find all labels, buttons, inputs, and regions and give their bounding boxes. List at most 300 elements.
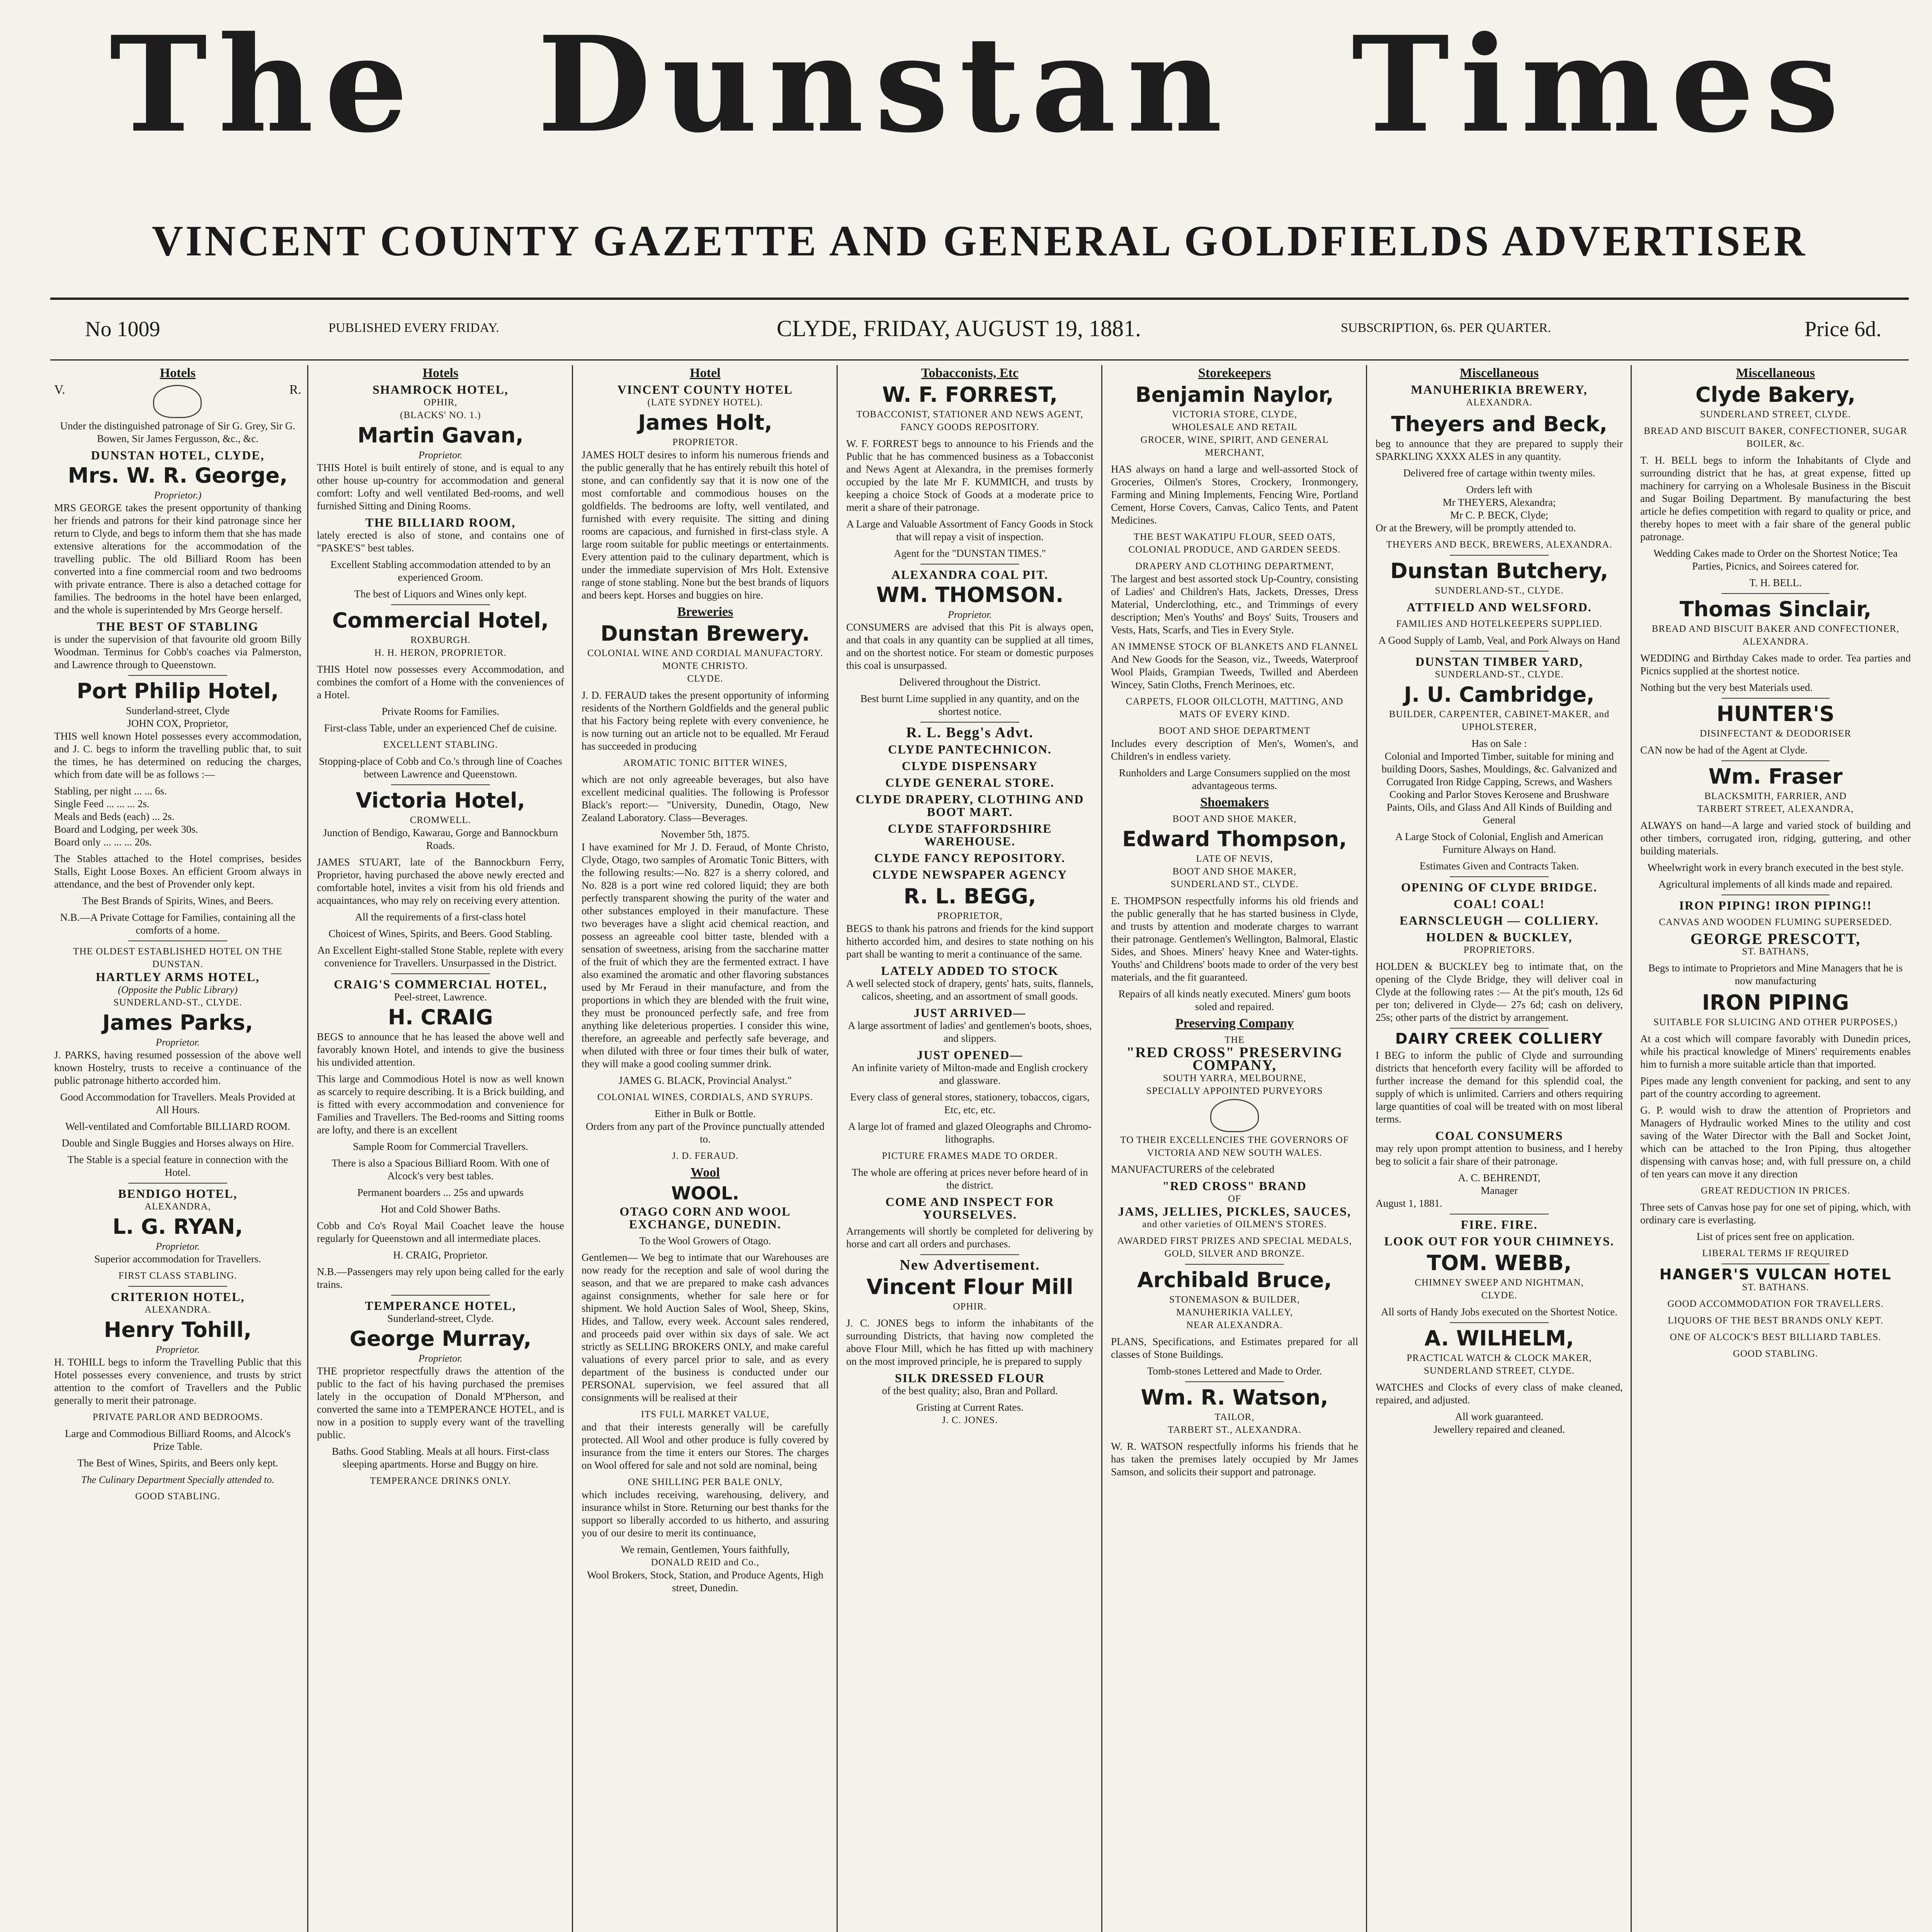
published-note: PUBLISHED EVERY FRIDAY. xyxy=(328,321,499,335)
address: MANUHERIKIA VALLEY, xyxy=(1176,1307,1293,1318)
ad-note: ONE OF ALCOCK'S BEST BILLIARD TABLES. xyxy=(1670,1332,1881,1342)
address: SUNDERLAND-ST., CLYDE. xyxy=(1435,669,1564,680)
ad-heading: FIRE. FIRE. xyxy=(1461,1218,1538,1231)
divider xyxy=(1450,1028,1549,1029)
ad-heading: DUNSTAN HOTEL, CLYDE, xyxy=(91,448,265,462)
proprietor-name: GEORGE PRESCOTT, xyxy=(1690,930,1861,947)
column-divider xyxy=(1631,365,1632,1932)
ad-note: Wheelwright work in every branch executed in the best style. xyxy=(1647,862,1904,873)
vr-right: R. xyxy=(289,383,301,397)
ad-heading: COLONIAL WINE AND CORDIAL MANUFACTORY. xyxy=(587,648,823,658)
section-header: Shoemakers xyxy=(1200,795,1269,810)
proprietor-title: PROPRIETOR. xyxy=(672,437,738,447)
ad-date: August 1, 1881. xyxy=(1376,1197,1442,1209)
ad-note: TEMPERANCE DRINKS ONLY. xyxy=(370,1476,511,1486)
store-item: CLYDE GENERAL STORE. xyxy=(885,776,1054,789)
ad-body: Pipes made any length convenient for packing, and sent to any part of the country according to agreement. xyxy=(1640,1075,1911,1099)
ad-note: Jewellery repaired and cleaned. xyxy=(1433,1423,1565,1435)
business-name: HARTLEY ARMS HOTEL, xyxy=(95,970,260,984)
ad-note: Wool Brokers, Stock, Station, and Produce Agents, High street, Dunedin. xyxy=(587,1569,824,1594)
ad-heading: DRAPERY AND CLOTHING DEPARTMENT, xyxy=(1135,561,1334,571)
ad-body: J. C. JONES begs to inform the inhabitants of the surrounding Districts, that having now completed the above Flour Mill, which he has fitted up with machinery on the most improved principle, he is prepared to supply xyxy=(846,1317,1094,1367)
ad-note: A Large Stock of Colonial, English and American Furniture Always on Hand. xyxy=(1395,831,1603,855)
proprietor-name: Henry Tohill, xyxy=(104,1318,252,1342)
ad-heading: IRON PIPING! IRON PIPING!! xyxy=(1679,898,1872,912)
ad-body: G. P. would wish to draw the attention of Proprietors and Managers of Hydraulic worked Mines to the utility and cost saving of the Water Director with the Ball and Socket Joint, which can be attached to the Iron Piping, thus altogether dispensing with canvas hose; and, with full pressure on, a child of ten years can move it any direction xyxy=(1640,1104,1911,1180)
divider xyxy=(128,675,227,676)
royal-crest-icon xyxy=(153,385,202,418)
divider xyxy=(1721,698,1830,699)
ad-signature: A. C. BEHRENDT, xyxy=(1458,1172,1541,1184)
ad-note: An Excellent Eight-stalled Stone Stable, replete with every convenience for Travellers. Unsurpassed in the District. xyxy=(317,944,564,969)
ad-heading: New Advertisement. xyxy=(900,1257,1040,1273)
begg-store-list xyxy=(846,743,1094,881)
column-1 xyxy=(54,365,301,1932)
ad-heading: OPENING OF CLYDE BRIDGE. xyxy=(1401,880,1597,894)
ad-note: Has on Sale : xyxy=(1471,738,1527,749)
ad-note: CANVAS AND WOODEN FLUMING SUPERSEDED. xyxy=(1659,917,1892,927)
proprietor-title: Proprietor. xyxy=(418,1353,463,1364)
ad-signature: DONALD REID and Co., xyxy=(651,1557,760,1568)
ad-heading: ONE SHILLING PER BALE ONLY, xyxy=(628,1477,782,1487)
proprietor-line: H. H. HERON, PROPRIETOR. xyxy=(374,648,507,658)
ad-note: GOOD STABLING. xyxy=(135,1491,221,1502)
tariff-item: Board only ... ... ... 20s. xyxy=(54,836,152,848)
ad-note: The Best Brands of Spirits, Wines, and Beers. xyxy=(82,895,274,906)
ad-note: SUITABLE FOR SLUICING AND OTHER PURPOSES,) xyxy=(1653,1017,1898,1027)
section-header: Tobacconists, Etc xyxy=(921,366,1019,380)
ad-heading: LATELY ADDED TO STOCK xyxy=(881,964,1059,978)
business-name: VINCENT COUNTY HOTEL xyxy=(617,383,793,396)
divider xyxy=(1721,593,1830,594)
ad-body: MRS GEORGE takes the present opportunity of thanking her friends and patrons for their kind patronage since her return to Clyde, and begs to inform them that she has made extensive alterations for the accommodation of the travelling public. The old Billiard Room has been converted into a fine commercial room and two bedrooms with private entrance. There is also a detached cottage for families. The bedrooms in the hotel have been enlarged, and the whole is superintended by Mrs George herself. xyxy=(54,502,301,616)
ad-body: WATCHES and Clocks of every class of make cleaned, repaired, and adjusted. xyxy=(1376,1381,1623,1406)
business-name: Dunstan Butchery, xyxy=(1390,559,1608,583)
proprietor-name: WM. THOMSON. xyxy=(876,583,1064,607)
tariff-item: Stabling, per night ... ... 6s. xyxy=(54,785,167,797)
ad-note: Estimates Given and Contracts Taken. xyxy=(1419,860,1579,872)
divider xyxy=(1185,1264,1284,1265)
divider xyxy=(128,1183,227,1184)
ad-note: All work guaranteed. xyxy=(1455,1411,1544,1422)
ad-body: A large lot of framed and glazed Oleographs and Chromo-lithographs. xyxy=(848,1121,1092,1145)
ad-body: Or at the Brewery, will be promptly attended to. xyxy=(1376,522,1576,534)
ad-note: LIQUORS OF THE BEST BRANDS ONLY KEPT. xyxy=(1668,1315,1883,1326)
address-note: LATE OF NEVIS, xyxy=(1196,854,1273,864)
trade: CHIMNEY SWEEP AND NIGHTMAN, xyxy=(1415,1277,1584,1288)
ad-note: Gristing at Current Rates. xyxy=(916,1401,1024,1413)
ad-body: I BEG to inform the public of Clyde and surrounding districts that henceforth every facility will be afforded to further increase the demand for this splendid coal, the supply of which is unlimited. Carriers and others requiring large quantities of coal will be treated with on most liberal terms. xyxy=(1376,1049,1623,1125)
column-divider xyxy=(307,365,308,1932)
trade: BOOT AND SHOE MAKER, xyxy=(1172,814,1297,824)
tariff-list xyxy=(54,785,301,849)
proprietor-name: L. G. RYAN, xyxy=(112,1214,243,1239)
ad-note: Nothing but the very best Materials used. xyxy=(1640,682,1813,693)
ad-heading: GREAT REDUCTION IN PRICES. xyxy=(1701,1185,1850,1196)
ad-body: Colonial and Imported Timber, suitable for mining and building Doors, Sashes, Mouldings, &c. Galvanized and Corrugated Iron Ridge Capping, Screws, and Washers Cooking and Parlor Stoves Kerosene and Brushware Paints, Oils, and Glass And All Kinds of Building and General xyxy=(1381,750,1617,826)
ad-heading: R. L. Begg's Advt. xyxy=(906,724,1034,741)
divider xyxy=(920,564,1019,565)
trade: BLACKSMITH, FARRIER, AND xyxy=(1704,791,1847,801)
ad-note: Hot and Cold Shower Baths. xyxy=(381,1203,500,1215)
ad-body: THE proprietor respectfully draws the attention of the public to the fact of his having purchased the premises lately in the occupation of Donald M'Pherson, and converted the same into a TEMPERANCE HOTEL, and is now in a position to supply every want of the travelling public. xyxy=(317,1365,564,1440)
ad-body: which are not only agreeable beverages, but also have excellent medicinal qualities. The following is Professor Black's report:— "University, Dunedin, Otago, New Zealand Laboratory. Class—Beverages. xyxy=(582,774,829,823)
town: OPHIR, xyxy=(423,397,457,408)
ad-note: Choicest of Wines, Spirits, and Beers. Good Stabling. xyxy=(328,928,553,939)
ad-note: EXCELLENT STABLING. xyxy=(383,740,498,750)
ad-body: which includes receiving, warehousing, delivery, and insurance whilst in Store. Returning our best thanks for the support so liberally accorded to us hitherto, and assuring you of our desire to merit its continuance, xyxy=(582,1489,829,1539)
vr-left: V. xyxy=(54,383,65,397)
ad-note: Stopping-place of Cobb and Co.'s through line of Coaches between Lawrence and Queenstown. xyxy=(319,755,562,780)
business-name: DUNSTAN TIMBER YARD, xyxy=(1415,655,1583,668)
proprietor-name: James Parks, xyxy=(102,1010,253,1035)
ad-heading: CARPETS, FLOOR OILCLOTH, MATTING, AND MATS OF EVERY KIND. xyxy=(1126,696,1344,719)
ad-heading: AROMATIC TONIC BITTER WINES, xyxy=(623,758,787,768)
ad-note: There is also a Spacious Billiard Room. With one of Alcock's very best tables. xyxy=(332,1157,549,1182)
business-name: W. F. FORREST, xyxy=(882,383,1058,407)
proprietor-title: Proprietor. xyxy=(156,1241,200,1252)
divider xyxy=(128,1286,227,1287)
ad-note: Delivered throughout the District. xyxy=(899,676,1041,688)
business-name: Victoria Hotel, xyxy=(355,788,526,813)
business-name: TEMPERANCE HOTEL, xyxy=(365,1299,516,1313)
ad-body: and that their interests generally will be carefully protected. All Wool and other produce is fully covered by insurance from the time it enters our Stores. The charges on Wool offered for sale and not sold are nominal, being xyxy=(582,1421,829,1471)
proprietor-name: H. CRAIG xyxy=(388,1005,493,1029)
ad-body: A large assortment of ladies' and gentlemen's boots, shoes, and slippers. xyxy=(848,1020,1092,1044)
ad-body: HOLDEN & BUCKLEY beg to intimate that, on the opening of the Clyde Bridge, they will deliver coal in Clyde at the following rates :— At the pit's mouth, 12s 6d per ton; delivered in Clyde— 27s 6d; cash on delivery, 25s; other parts of the district by arrangement. xyxy=(1376,961,1623,1023)
ad-body: W. R. WATSON respectfully informs his friends that he has taken the premises lately occupied by Mr James Samson, and solicits their support and patronage. xyxy=(1111,1440,1358,1478)
divider xyxy=(920,1254,1019,1255)
proprietor-name: J. U. Cambridge, xyxy=(1404,682,1595,707)
ad-note: N.B.—Passengers may rely upon being called for the early trains. xyxy=(317,1266,564,1290)
divider xyxy=(1721,760,1830,761)
ad-body: Cobb and Co's Royal Mail Coachet leave the house regularly for Queenstown and all intermediate places. xyxy=(317,1220,564,1244)
trade: STONEMASON & BUILDER, xyxy=(1169,1294,1300,1305)
subscription-note: SUBSCRIPTION, 6s. PER QUARTER. xyxy=(1341,321,1551,335)
proprietor-name: James Holt, xyxy=(638,410,772,435)
ad-note: Superior accommodation for Travellers. xyxy=(94,1253,261,1265)
trade: BREAD AND BISCUIT BAKER AND CONFECTIONER, xyxy=(1651,624,1900,634)
ad-body: Includes every description of Men's, Women's, and Children's in endless variety. xyxy=(1111,738,1358,762)
town: ALEXANDRA. xyxy=(1466,397,1532,408)
ad-note: Permanent boarders ... 25s and upwards xyxy=(357,1187,524,1198)
ad-note: SPECIALLY APPOINTED PURVEYORS xyxy=(1146,1086,1323,1096)
column-4 xyxy=(846,365,1094,1932)
ad-body: THIS Hotel now possesses every Accommodation, and combines the comfort of a Home with the conveniences of a Hotel. xyxy=(317,663,564,701)
ad-note: Junction of Bendigo, Kawarau, Gorge and Bannockburn Roads. xyxy=(323,827,558,851)
address: Peel-street, Lawrence. xyxy=(394,991,487,1003)
ad-heading: and other varieties of OILMEN'S STORES. xyxy=(1142,1219,1327,1230)
business-name: Vincent Flour Mill xyxy=(866,1275,1073,1299)
ad-heading: THE BEST OF STABLING xyxy=(97,619,259,633)
ad-note: Best burnt Lime supplied in any quantity, and on the shortest notice. xyxy=(860,693,1080,717)
ad-note: The Best of Wines, Spirits, and Beers only kept. xyxy=(77,1457,278,1469)
trade: FANCY GOODS REPOSITORY. xyxy=(900,422,1039,432)
proprietor-name: Mrs. W. R. George, xyxy=(68,463,288,488)
ad-heading: COAL! COAL! xyxy=(1453,897,1545,911)
ad-note: Private Rooms for Families. xyxy=(381,706,500,717)
ad-note: A Large and Valuable Assortment of Fancy Goods in Stock that will repay a visit of inspection. xyxy=(846,518,1094,543)
ad-note: The Stable is a special feature in connection with the Hotel. xyxy=(67,1154,288,1178)
ad-body: JAMES STUART, late of the Bannockburn Ferry, Proprietor, having purchased the above newly erected and comfortable hotel, invites a visit from his old friends and acquaintances, who may rely on receiving every attention. xyxy=(317,856,564,906)
issue-number: No 1009 xyxy=(85,317,160,341)
patronage-note: Under the distinguished patronage of Sir G. Grey, Sir G. Bowen, Sir James Fergusson, &c., &c. xyxy=(60,420,296,444)
report-date: November 5th, 1875. xyxy=(661,828,750,840)
proprietor-name: George Murray, xyxy=(349,1327,532,1351)
ad-signature: JAMES G. BLACK, Provincial Analyst." xyxy=(618,1075,792,1086)
address: SUNDERLAND-ST., CLYDE. xyxy=(113,997,242,1008)
ad-note: Runholders and Large Consumers supplied on the most advantageous terms. xyxy=(1119,767,1350,791)
royal-arms-line xyxy=(54,383,301,420)
town: OPHIR. xyxy=(953,1301,987,1312)
trade: WHOLESALE AND RETAIL xyxy=(1172,422,1298,432)
ad-heading: COME AND INSPECT FOR YOURSELVES. xyxy=(885,1195,1054,1221)
section-header: Wool xyxy=(690,1165,720,1180)
ad-note: AWARDED FIRST PRIZES AND SPECIAL MEDALS, GOLD, SILVER AND BRONZE. xyxy=(1117,1236,1352,1259)
ad-heading: JUST ARRIVED— xyxy=(913,1006,1026,1020)
divider xyxy=(1450,876,1549,877)
tariff-item: Board and Lodging, per week 30s. xyxy=(54,823,198,835)
ad-note: Mr C. P. BECK, Clyde; xyxy=(1450,509,1549,521)
ad-body: BEGS to thank his patrons and friends for the kind support hitherto accorded him, and desires to state nothing on his part shall be wanting to merit a continuance of the same. xyxy=(846,923,1094,960)
ad-note: List of prices sent free on application. xyxy=(1696,1231,1855,1242)
ad-signature: J. C. JONES. xyxy=(942,1415,998,1425)
business-name: OTAGO CORN AND WOOL EXCHANGE, DUNEDIN. xyxy=(619,1204,791,1231)
ad-body: THIS Hotel is built entirely of stone, and is equal to any other house up-country for accommodation and general comfort: Lofty and well ventilated Bed-rooms, and well furnished Sitting and Dining Rooms. xyxy=(317,462,564,512)
ad-body: Three sets of Canvas hose pay for one set of piping, which, with ordinary care is everlasting. xyxy=(1640,1201,1911,1226)
divider xyxy=(391,1295,490,1296)
column-divider xyxy=(572,365,573,1932)
section-header: Miscellaneous xyxy=(1460,366,1539,380)
column-3 xyxy=(582,365,829,1932)
proprietor-name: Martin Gavan, xyxy=(357,423,524,447)
business-name: Clyde Bakery, xyxy=(1695,383,1856,407)
ad-heading: COAL CONSUMERS xyxy=(1435,1129,1563,1143)
divider xyxy=(391,784,490,785)
proprietor-name: Edward Thompson, xyxy=(1122,827,1347,851)
address: Sunderland-street, Clyde. xyxy=(387,1313,494,1324)
ad-note: First-class Table, under an experienced Chef de cuisine. xyxy=(324,722,557,734)
store-item: CLYDE DRAPERY, CLOTHING AND BOOT MART. xyxy=(855,792,1084,819)
business-name: HANGER'S VULCAN HOTEL xyxy=(1659,1266,1892,1283)
ad-body: HAS always on hand a large and well-assorted Stock of Groceries, Oilmen's Stores, Crockery, Ironmongery, Farming and Mining Implements, Fencing Wire, Portland Cement, Horse Covers, Canvas, Calico Tents, and Patent Medicines. xyxy=(1111,463,1358,526)
section-header: Hotel xyxy=(690,366,721,380)
ad-note: PRIVATE PARLOR AND BEDROOMS. xyxy=(92,1412,263,1422)
ad-heading: WOOL. xyxy=(671,1183,739,1204)
ad-note: PICTURE FRAMES MADE TO ORDER. xyxy=(882,1151,1058,1161)
ad-note: Wedding Cakes made to Order on the Shortest Notice; Tea Parties, Picnics, and Soirees catered for. xyxy=(1653,548,1898,572)
ad-body: E. THOMPSON respectfully informs his old friends and the public generally that he has started business in Clyde, and trusts by attention and moderate charges to warrant their patronage. Gentlemen's Wellington, Balmoral, Elastic Sides, and Shoes. Miners' heavy Knee and Water-tights. Youths' and Childrens' boots made to order of the very best materials, and the fit guaranteed. xyxy=(1111,895,1358,983)
ad-heading: THE xyxy=(1225,1035,1245,1045)
ad-body: PLANS, Specifications, and Estimates prepared for all classes of Stone Buildings. xyxy=(1111,1336,1358,1360)
ad-note: GOOD STABLING. xyxy=(1733,1349,1818,1359)
ad-body: WEDDING and Birthday Cakes made to order. Tea parties and Picnics supplied at the shortest notice. xyxy=(1640,652,1911,677)
proprietor-title: Proprietor. xyxy=(156,1037,200,1048)
info-rule xyxy=(50,359,1909,361)
ad-body: The Stables attached to the Hotel comprises, besides Stalls, Eight Loose Boxes. An efficient Groom always in attendance, and the best of Provender only kept. xyxy=(54,853,301,890)
ad-note: Baths. Good Stabling. Meals at all hours. First-class sleeping apartments. Horse and Buggy on hire. xyxy=(332,1446,549,1470)
business-name: Dunstan Brewery. xyxy=(600,621,810,646)
ad-heading: JAMS, JELLIES, PICKLES, SAUCES, xyxy=(1118,1204,1351,1218)
proprietor-name: Thomas Sinclair, xyxy=(1679,597,1872,621)
ad-body: BEGS to announce that he has leased the above well and favorably known Hotel, and intends to give the business his undivided attention. xyxy=(317,1031,564,1068)
town: CROMWELL. xyxy=(410,815,471,825)
ad-signature: J. D. FERAUD. xyxy=(672,1151,739,1161)
section-header: Hotels xyxy=(422,366,459,380)
ad-body: JAMES HOLT desires to inform his numerous friends and the public generally that he has entirely rebuilt this hotel of stone, and can confidently say that it is now one of the most comfortable and commodious houses on the goldfields. The bedrooms are lofty, well ventilated, and furnished with every requisite. The sitting and dining rooms are capacious, and furnished in first-class style. A large room suitable for public meetings or entertainments. Every attention paid to the culinary department, which is under the immediate supervision of Mrs Holt. Extensive range of stone stabling. None but the best brands of liquors and beers kept. Horses and buggies on hire. xyxy=(582,449,829,601)
business-name: Benjamin Naylor, xyxy=(1135,383,1334,407)
divider xyxy=(391,604,490,605)
section-header: Storekeepers xyxy=(1198,366,1271,380)
ad-body: An infinite variety of Milton-made and English crockery and glassware. xyxy=(851,1062,1088,1086)
ad-heading: "RED CROSS" BRAND xyxy=(1162,1179,1307,1193)
business-name: Commercial Hotel, xyxy=(332,608,549,633)
royal-crest-icon xyxy=(1210,1099,1259,1132)
trade: TOBACCONIST, STATIONER AND NEWS AGENT, xyxy=(856,409,1083,420)
ad-note: Mr THEYERS, Alexandra; xyxy=(1442,497,1556,508)
ad-note: FIRST CLASS STABLING. xyxy=(118,1270,237,1281)
ad-heading: LOOK OUT FOR YOUR CHIMNEYS. xyxy=(1384,1234,1614,1248)
ad-body: may rely upon prompt attention to business, and I hereby beg to solicit a fair share of their patronage. xyxy=(1376,1143,1623,1167)
ad-heading: ALEXANDRA COAL PIT. xyxy=(891,568,1049,582)
proprietor-title: PROPRIETORS. xyxy=(1463,945,1535,955)
business-name: Port Philip Hotel, xyxy=(77,679,279,703)
business-name: Wm. R. Watson, xyxy=(1141,1385,1328,1410)
ad-note: Orders from any part of the Province punctually attended to. xyxy=(586,1121,825,1145)
business-name: HUNTER'S xyxy=(1716,702,1835,726)
ad-note: Delivered free of cartage within twenty miles. xyxy=(1403,467,1595,479)
divider xyxy=(1450,1322,1549,1323)
ad-body: Arrangements will shortly be completed for delivering by horse and cart all orders and purchases. xyxy=(846,1225,1094,1250)
ad-heading: ITS FULL MARKET VALUE, xyxy=(641,1409,770,1420)
ad-body: J. D. FERAUD takes the present opportunity of informing residents of the Northern Goldfields and the general public that his Factory being replete with every convenience, he is now turning out an article not to be equalled. Mr Feraud has succeeded in producing xyxy=(582,689,829,752)
ad-body: Every class of general stores, stationery, tobaccos, cigars, Etc, etc, etc. xyxy=(850,1091,1090,1116)
town: ALEXANDRA. xyxy=(145,1304,211,1315)
address: SUNDERLAND ST., CLYDE. xyxy=(1170,879,1299,889)
ad-body: W. F. FORREST begs to announce to his Friends and the Public that he has commenced business as a Tobacconist and News Agent at Alexandra, in the premises formerly occupied by the late Mr F. KUMMICH, and trusts by keeping a choice Stock of Goods at a moderate price to merit a share of their patronage. xyxy=(846,438,1094,513)
ad-body: MANUFACTURERS of the celebrated xyxy=(1111,1163,1275,1175)
ad-body: H. TOHILL begs to inform the Travelling Public that this Hotel possesses every convenience, and trusts by strict attention to the comfort of Travellers and the Public generally to merit their patronage. xyxy=(54,1356,301,1406)
business-name: EARNSCLEUGH — COLLIERY. xyxy=(1400,913,1599,927)
column-5 xyxy=(1111,365,1358,1932)
column-divider xyxy=(837,365,838,1932)
ad-note: Double and Single Buggies and Horses always on Hire. xyxy=(61,1137,294,1149)
store-item: CLYDE FANCY REPOSITORY. xyxy=(874,851,1066,865)
proprietor-name: R. L. BEGG, xyxy=(903,884,1036,908)
town: ST. BATHANS. xyxy=(1742,1282,1809,1293)
masthead-word-1: The xyxy=(109,8,419,162)
proprietor-name: Wm. Fraser xyxy=(1708,764,1843,789)
business-name: CRITERION HOTEL, xyxy=(111,1290,245,1304)
address: SUNDERLAND-ST., CLYDE. xyxy=(1435,585,1564,596)
divider xyxy=(128,940,227,941)
divider xyxy=(1450,555,1549,556)
ad-body: CAN now be had of the Agent at Clyde. xyxy=(1640,744,1808,756)
trade: BUILDER, CARPENTER, CABINET-MAKER, and UPHOLSTERER, xyxy=(1389,709,1610,732)
address: Sunderland-street, Clyde xyxy=(126,705,230,716)
proprietor-title: Proprietor. xyxy=(948,609,992,620)
ad-note: LIBERAL TERMS IF REQUIRED xyxy=(1702,1248,1849,1259)
divider xyxy=(391,973,490,974)
trade: GROCER, WINE, SPIRIT, AND GENERAL MERCHANT, xyxy=(1140,435,1329,458)
address: MONTE CHRISTO. xyxy=(662,661,748,671)
ad-body: Gentlemen— We beg to intimate that our Warehouses are now ready for the reception and sale of wool during the season, and that we are prepared to make cash advances against consignments, whether for sale here or for shipment. We hold Auction Sales of Wool, Sheep, Skins, Hides, and Tallow, every week. Account sales rendered, and proceeds paid over within six days of sale. We act strictly as SELLING BROKERS ONLY, and make careful valuations of every parcel prior to sale, and as every department of the business is conducted under our PERSONAL supervision, we feel assured that all consignments will be realised at their xyxy=(582,1252,829,1403)
trade: PRACTICAL WATCH & CLOCK MAKER, xyxy=(1406,1353,1592,1363)
proprietor-line: JOHN COX, Proprietor, xyxy=(127,718,228,729)
ad-body: A well selected stock of drapery, gents' hats, suits, flannels, calicos, sheeting, and an assortment of small goods. xyxy=(846,978,1094,1002)
section-header: Hotels xyxy=(160,366,196,380)
address: TARBERT STREET, ALEXANDRA, xyxy=(1697,804,1854,814)
trade: TAILOR, xyxy=(1214,1412,1255,1422)
section-header: Preserving Company xyxy=(1175,1016,1294,1031)
business-name: MANUHERIKIA BREWERY, xyxy=(1411,383,1588,396)
ad-body: Begs to intimate to Proprietors and Mine Managers that he is now manufacturing xyxy=(1648,962,1903,986)
ad-note: We remain, Gentlemen, Yours faithfully, xyxy=(621,1544,790,1555)
ad-body: of the best quality; also, Bran and Pollard. xyxy=(882,1385,1058,1396)
store-item: CLYDE NEWSPAPER AGENCY xyxy=(872,867,1068,881)
ad-heading: THE BEST WAKATIPU FLOUR, SEED OATS, COLONIAL PRODUCE, AND GARDEN SEEDS. xyxy=(1128,532,1341,555)
ad-signature: H. CRAIG, Proprietor. xyxy=(393,1249,488,1261)
ad-body: I have examined for Mr J. D. Feraud, of Monte Christo, Clyde, Otago, two samples of Aromatic Tonic Bitters, with the following results:—No. 827 is a sherry colored, and No. 828 is a port wine red colored liquid; they are both perfectly transparent showing the purity of the water and other substances employed in their manufacture. These two beverages have a slight acid chemical reaction, and possess an agreeable cool bitter taste, blended with a sensation of sweetness, arising from the saccharine matter of the fruit of which they are the fermented extract. I have also examined the aromatic and other flavoring substances used by Mr Feraud in their manufacture, and from the proportions in which they are blended with the fruit wine, they must be pronounced perfectly safe, and free from anything like deleterious properties. I consider this wine, therefore, an agreeable and perfectly safe beverage, and when diluted with three or four times their bulk of water, they will make a good cooling summer drink. xyxy=(582,841,829,1070)
ad-note: GOOD ACCOMMODATION FOR TRAVELLERS. xyxy=(1667,1299,1884,1309)
address-note: (BLACKS' NO. 1.) xyxy=(400,410,481,420)
ad-note: OF xyxy=(1228,1194,1241,1204)
town: ALEXANDRA, xyxy=(145,1201,211,1212)
address-note: (LATE SYDNEY HOTEL). xyxy=(647,397,763,408)
ad-body: And New Goods for the Season, viz., Tweeds, Waterproof Wool Plaids, Grampian Tweeds, Twilled and Aberdeen Wincey, Satin Cloths, French Merinoes, etc. xyxy=(1111,653,1358,690)
business-name: Archibald Bruce, xyxy=(1137,1268,1332,1292)
address: SUNDERLAND STREET, CLYDE. xyxy=(1423,1366,1575,1376)
address: SOUTH YARRA, MELBOURNE, xyxy=(1163,1073,1306,1083)
ad-body: ALWAYS on hand—A large and varied stock of building and other timbers, corrugated iron, ridging, guttering, and other building materials. xyxy=(1640,820,1911,857)
ad-note: Sample Room for Commercial Travellers. xyxy=(353,1141,528,1152)
ad-heading: SILK DRESSED FLOUR xyxy=(895,1371,1045,1385)
ad-body: CONSUMERS are advised that this Pit is always open, and that coals in any quantity can be supplied at all times, and on the shortest notice. For steam or domestic purposes this coal is unsurpassed. xyxy=(846,621,1094,671)
ad-body: T. H. BELL begs to inform the Inhabitants of Clyde and surrounding district that he has, at great expense, fitted up machinery for carrying on a Wholesale Business in the Biscuit and Sugar Boiling Department. By manufacturing the best article he defies competition with regard to quality or price, and thereby hopes to meet with a fair share of the general public patronage. xyxy=(1640,454,1911,543)
tariff-item: Meals and Beds (each) ... 2s. xyxy=(54,811,175,822)
ad-note: The best of Liquors and Wines only kept. xyxy=(354,588,527,600)
section-header: Breweries xyxy=(677,605,733,619)
address: NEAR ALEXANDRA. xyxy=(1186,1320,1283,1330)
ad-note: Good Accommodation for Travellers. Meals Provided at All Hours. xyxy=(60,1091,296,1116)
ad-note: The Culinary Department Specially attended to. xyxy=(81,1474,274,1485)
ad-body: lately erected is also of stone, and contains one of "PASKE'S" best tables. xyxy=(317,529,564,554)
trade: DISINFECTANT & DEODORISER xyxy=(1700,728,1851,739)
ad-note: Tomb-stones Lettered and Made to Order. xyxy=(1147,1365,1322,1377)
trade: BREAD AND BISCUIT BAKER, CONFECTIONER, SUGAR BOILER, &c. xyxy=(1644,426,1907,449)
business-name: DAIRY CREEK COLLIERY xyxy=(1395,1030,1604,1047)
ad-note: TO THEIR EXCELLENCIES THE GOVERNORS OF VICTORIA AND NEW SOUTH WALES. xyxy=(1120,1135,1349,1158)
masthead xyxy=(31,8,1929,189)
ad-note: Excellent Stabling accommodation attended to by an experienced Groom. xyxy=(330,559,551,583)
town: CLYDE. xyxy=(1481,1290,1517,1301)
ad-heading: THE OLDEST ESTABLISHED HOTEL ON THE DUNSTAN. xyxy=(73,946,282,969)
ad-note: N.B.—A Private Cottage for Families, containing all the comforts of a home. xyxy=(60,912,296,936)
ad-body: The largest and best assorted stock Up-Country, consisting of Ladies' and Children's Hats, Jackets, Dresses, Dress Material, Underclothing, etc., and Trimmings of every description; Men's Youths' and Boys' Suits, Trousers and Vests, Hats, Scarfs, and Ties in Every Style. xyxy=(1111,573,1358,636)
ad-body: At a cost which will compare favorably with Dunedin prices, while his practical knowledge of Miners' requirements enables him to furnish a more suitable article than that imported. xyxy=(1640,1033,1911,1070)
business-name: "RED CROSS" PRESERVING COMPANY, xyxy=(1126,1044,1343,1073)
ad-heading: AN IMMENSE STOCK OF BLANKETS AND FLANNEL xyxy=(1111,641,1358,652)
business-name: Theyers and Beck, xyxy=(1391,412,1607,436)
ad-note: All sorts of Handy Jobs executed on the Shortest Notice. xyxy=(1381,1306,1617,1318)
column-7 xyxy=(1640,365,1911,1932)
top-rule xyxy=(50,298,1909,300)
tariff-item: Single Feed ... ... ... 2s. xyxy=(54,798,150,810)
masthead-subtitle: VINCENT COUNTY GAZETTE AND GENERAL GOLDFIELDS ADVERTISER xyxy=(151,217,1808,265)
address-note: (Opposite the Public Library) xyxy=(118,984,238,995)
town: ROXBURGH. xyxy=(410,635,471,645)
ad-body: The whole are offering at prices never before heard of in the district. xyxy=(852,1167,1088,1191)
